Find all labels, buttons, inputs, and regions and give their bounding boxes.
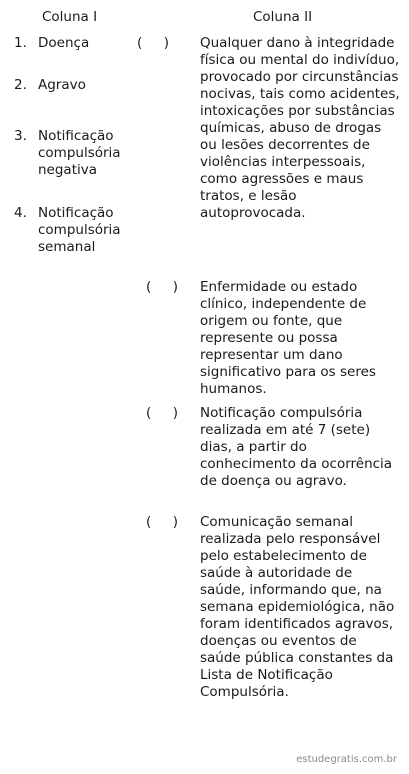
col2-description-2: Enfermidade ou estado clínico, independente de origem ou fonte, que represente ou possa representar um dano significativo para os seres humanos. xyxy=(200,279,376,397)
watermark: estudegratis.com.br xyxy=(296,754,397,765)
col2-description-4: Comunicação semanal realizada pelo responsável pelo estabelecimento de saúde à autoridade de saúde, informando que, na semana epidemiológica, não foram identificados agravos, doenças ou eventos de saúde pública constantes da Lista de Notificação Compulsória. xyxy=(200,514,395,700)
item-text: Agravo xyxy=(38,77,86,93)
item-number: 3. xyxy=(14,128,27,144)
column-2-header: Coluna II xyxy=(253,9,313,25)
item-number: 4. xyxy=(14,205,27,221)
col2-description-3: Notificação compulsória realizada em até 7 (sete) dias, a partir do conhecimento da ocorrência de doença ou agravo. xyxy=(200,405,393,489)
answer-blank-2[interactable]: ( ) xyxy=(146,279,178,295)
answer-blank-4[interactable]: ( ) xyxy=(146,514,178,530)
item-number: 1. xyxy=(14,35,27,51)
answer-blank-3[interactable]: ( ) xyxy=(146,405,178,421)
item-text: Doença xyxy=(38,35,90,51)
answer-blank-1[interactable]: ( ) xyxy=(137,35,169,51)
item-text: Notificação compulsória semanal xyxy=(38,205,121,255)
column-1-header: Coluna I xyxy=(42,9,98,25)
col2-description-1: Qualquer dano à integridade física ou mental do indivíduo, provocado por circunstâncias nocivas, tais como acidentes, intoxicações por substâncias químicas, abuso de drogas ou lesões decorrentes de violências interpessoais, como agressões e maus tratos, e lesão autoprovocada. xyxy=(200,35,400,221)
item-number: 2. xyxy=(14,77,27,93)
item-text: Notificação compulsória negativa xyxy=(38,128,121,178)
